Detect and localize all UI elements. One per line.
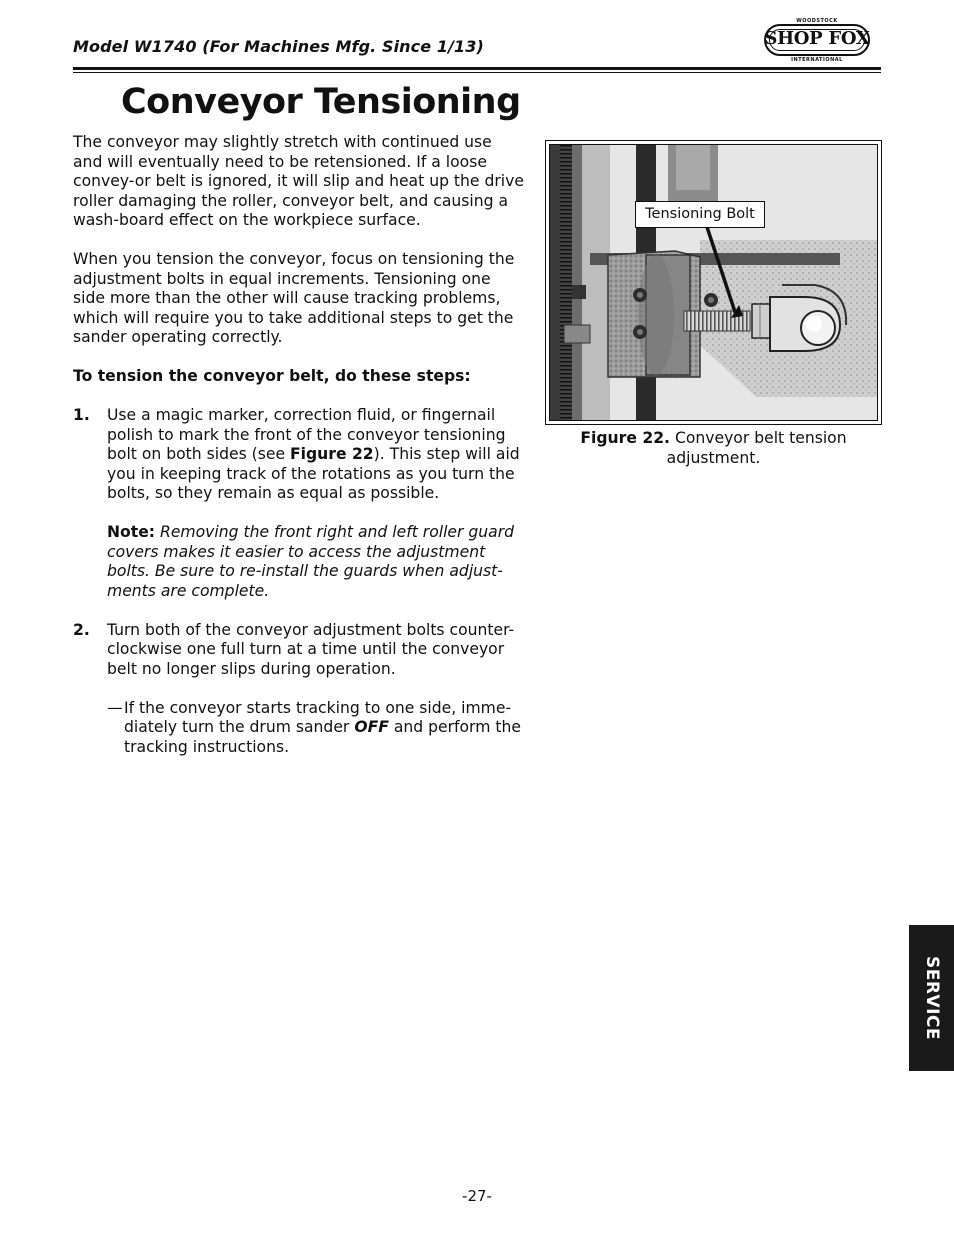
figure-22-frame xyxy=(545,140,882,425)
step-1-number: 1. xyxy=(73,406,90,424)
subitem-text-b: and perform the tracking instructions. xyxy=(124,718,521,756)
steps-heading: To tension the conveyor belt, do these steps: xyxy=(73,367,471,385)
body-text-column xyxy=(73,133,525,757)
shop-fox-logo xyxy=(764,18,872,62)
conveyor-bolt-illustration xyxy=(550,145,878,421)
figure-22-photo xyxy=(549,144,878,421)
note-block xyxy=(73,523,525,601)
header-model: Model W1740 (For Machines Mfg. Since 1/13) xyxy=(73,37,484,56)
page-title: Conveyor Tensioning xyxy=(121,82,521,122)
section-tab-service xyxy=(909,925,954,1071)
section-tab-label: SERVICE xyxy=(921,955,942,1041)
step-1-text-b: ). This step will aid you in keeping track of the rotations as you turn the bolts, so they remain as equal as possible. xyxy=(107,445,520,502)
step-2-subitem xyxy=(107,699,525,758)
off-keyword: OFF xyxy=(354,718,389,736)
page-number: -27- xyxy=(462,1187,492,1205)
logo-top-text: WOODSTOCK xyxy=(796,18,838,24)
caption-text: Conveyor belt tension adjustment. xyxy=(666,429,847,467)
paragraph-focus: When you tension the conveyor, focus on tensioning the adjustment bolts in equal increments. Tensioning one side more than the other will cause tracking problems, which will require you to take additional steps to get the sander operating correctly. xyxy=(73,250,515,346)
note-text: Removing the front right and left roller guard covers makes it easier to access the adjustment bolts. Be sure to re-install the guards when adjust-ments are complete. xyxy=(107,523,515,600)
figure-22-caption xyxy=(545,429,882,468)
paragraph-intro: The conveyor may slightly stretch with continued use and will eventually need to be retensioned. If a loose convey-or belt is ignored, it will slip and heat up the drive roller damaging the roller, conveyor belt, and causing a wash-board effect on the workpiece surface. xyxy=(73,133,524,229)
figure-callout-tensioning-bolt: Tensioning Bolt xyxy=(635,201,765,228)
step-2 xyxy=(73,621,525,680)
step-2-text: Turn both of the conveyor adjustment bolts counter-clockwise one full turn at a time until the conveyor belt no longer slips during operation. xyxy=(107,620,515,678)
logo-text: SHOP FOX xyxy=(764,28,870,49)
header-rule-thick xyxy=(73,67,881,70)
note-label: Note: xyxy=(107,523,156,541)
header-rule-thin xyxy=(73,72,881,73)
step-1 xyxy=(73,406,525,504)
step-2-number: 2. xyxy=(73,620,90,639)
logo-bottom-text: INTERNATIONAL xyxy=(791,57,843,63)
step-1-figure-ref: Figure 22 xyxy=(290,445,374,463)
subitem-text-a: If the conveyor starts tracking to one side, imme-diately turn the drum sander xyxy=(124,698,512,736)
subitem-dash: — xyxy=(107,698,123,717)
caption-label: Figure 22. xyxy=(580,429,670,447)
step-1-text-a: Use a magic marker, correction fluid, or fingernail polish to mark the front of the conveyor tensioning bolt on both sides (see xyxy=(107,406,506,463)
